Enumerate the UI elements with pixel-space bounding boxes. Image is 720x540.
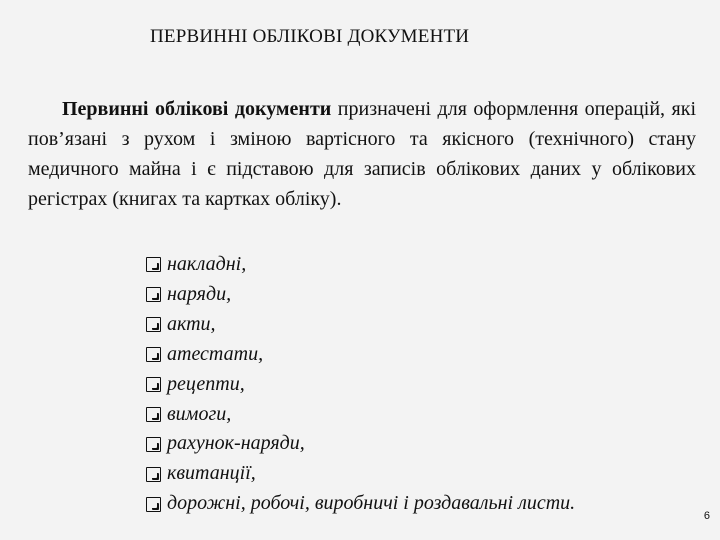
list-item xyxy=(146,400,575,430)
intro-text: призначені для оформлення операцій, які пов’язані з рухом і зміною вартісного та якісного (технічного) стану медичного майна і є підставою для записів облікових даних у облікових регістрах (книгах та картках обліку). xyxy=(28,98,696,210)
checkbox-icon xyxy=(146,347,161,362)
list-item-label: рецепти, xyxy=(167,372,245,395)
list-item-label: рахунок-наряди, xyxy=(167,432,305,455)
checkbox-icon xyxy=(146,377,161,392)
checkbox-icon xyxy=(146,467,161,482)
list-item xyxy=(146,280,575,310)
checkbox-icon xyxy=(146,287,161,302)
list-item xyxy=(146,250,575,280)
list-item xyxy=(146,429,575,459)
list-item xyxy=(146,310,575,340)
list-item xyxy=(146,459,575,489)
document-types-list xyxy=(146,250,575,519)
list-item-label: атестати, xyxy=(167,342,264,365)
list-item-label: акти, xyxy=(167,312,216,335)
checkbox-icon xyxy=(146,317,161,332)
checkbox-icon xyxy=(146,407,161,422)
intro-term: Первинні облікові документи xyxy=(62,98,332,120)
list-item xyxy=(146,340,575,370)
list-item-label: накладні, xyxy=(167,253,247,275)
list-item xyxy=(146,489,575,519)
page-title: ПЕРВИННІ ОБЛІКОВІ ДОКУМЕНТИ xyxy=(150,26,470,47)
page-number: 6 xyxy=(703,510,710,522)
list-item-label: дорожні, робочі, виробничі і роздавальні листи. xyxy=(167,492,576,515)
list-item-label: квитанції, xyxy=(167,462,256,485)
list-item-label: наряди, xyxy=(167,282,232,305)
checkbox-icon xyxy=(146,257,161,272)
list-item-label: вимоги, xyxy=(167,402,232,425)
checkbox-icon xyxy=(146,497,161,512)
list-item xyxy=(146,370,575,400)
intro-paragraph xyxy=(28,94,696,214)
checkbox-icon xyxy=(146,437,161,452)
